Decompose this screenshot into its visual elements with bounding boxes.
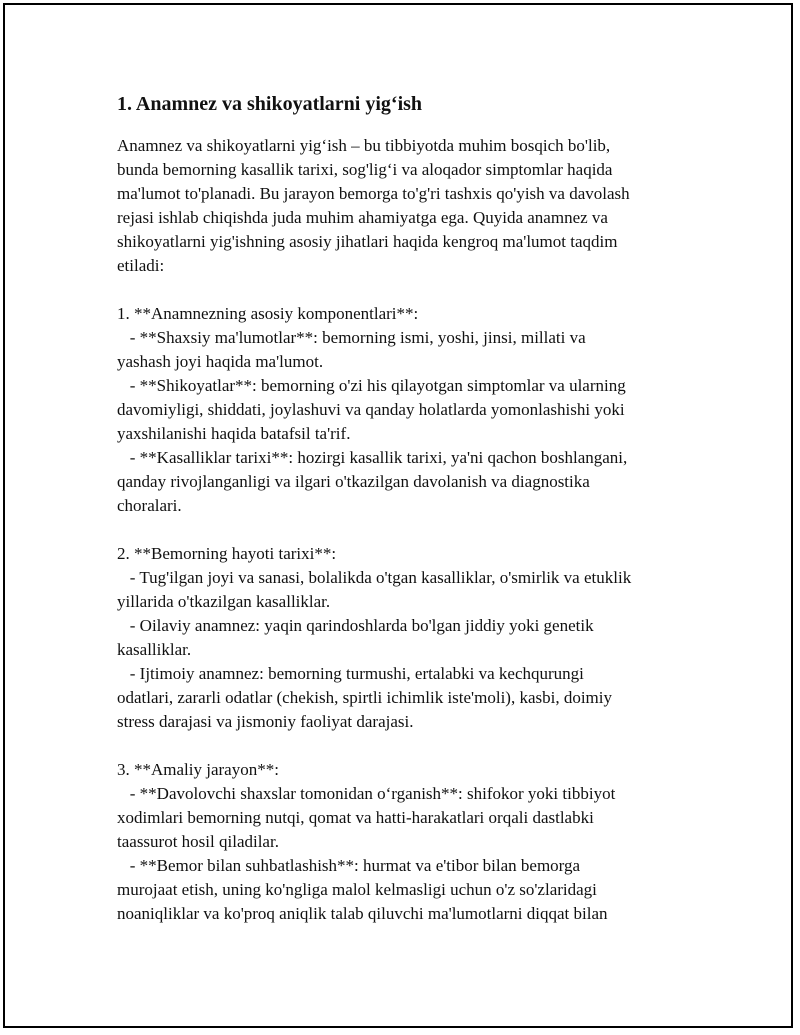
- text-line: ma'lumot to'planadi. Bu jarayon bemorga to'g'ri tashxis qo'yish va davolash: [117, 184, 630, 203]
- text-line: 3. **Amaliy jarayon**:: [117, 760, 279, 779]
- text-line: shikoyatlarni yig'ishning asosiy jihatlari haqida kengroq ma'lumot taqdim: [117, 232, 618, 251]
- blank-line: [117, 278, 687, 302]
- section-heading: 1. Anamnez va shikoyatlarni yig‘ish: [117, 93, 423, 115]
- text-line: rejasi ishlab chiqishda juda muhim ahamiyatga ega. Quyida anamnez va: [117, 208, 608, 227]
- text-line: - Ijtimoiy anamnez: bemorning turmushi, ertalabki va kechqurungi: [117, 664, 584, 683]
- text-line: noaniqliklar va ko'proq aniqlik talab qiluvchi ma'lumotlarni diqqat bilan: [117, 904, 608, 923]
- document-text: [117, 134, 687, 926]
- text-line: davomiyligi, shiddati, joylashuvi va qanday holatlarda yomonlashishi yoki: [117, 400, 625, 419]
- text-line: bunda bemorning kasallik tarixi, sog'lig‘i va aloqador simptomlar haqida: [117, 160, 613, 179]
- text-line: - **Shaxsiy ma'lumotlar**: bemorning ismi, yoshi, jinsi, millati va: [117, 328, 586, 347]
- text-line: stress darajasi va jismoniy faoliyat darajasi.: [117, 712, 414, 731]
- text-line: - Tug'ilgan joyi va sanasi, bolalikda o'tgan kasalliklar, o'smirlik va etuklik: [117, 568, 632, 587]
- text-line: - **Kasalliklar tarixi**: hozirgi kasallik tarixi, ya'ni qachon boshlangani,: [117, 448, 628, 467]
- text-line: yillarida o'tkazilgan kasalliklar.: [117, 592, 331, 611]
- text-line: - **Bemor bilan suhbatlashish**: hurmat va e'tibor bilan bemorga: [117, 856, 581, 875]
- text-line: xodimlari bemorning nutqi, qomat va hatti-harakatlari orqali dastlabki: [117, 808, 594, 827]
- text-line: qanday rivojlanganligi va ilgari o'tkazilgan davolanish va diagnostika: [117, 472, 590, 491]
- blank-line: [117, 734, 687, 758]
- text-line: - **Davolovchi shaxslar tomonidan o‘rganish**: shifokor yoki tibbiyot: [117, 784, 616, 803]
- text-line: 2. **Bemorning hayoti tarixi**:: [117, 544, 337, 563]
- text-line: yaxshilanishi haqida batafsil ta'rif.: [117, 424, 351, 443]
- text-line: 1. **Anamnezning asosiy komponentlari**:: [117, 304, 419, 323]
- text-line: Anamnez va shikoyatlarni yig‘ish – bu tibbiyotda muhim bosqich bo'lib,: [117, 136, 611, 155]
- text-line: kasalliklar.: [117, 640, 192, 659]
- document-body: [117, 90, 687, 926]
- text-line: choralari.: [117, 496, 182, 515]
- text-line: odatlari, zararli odatlar (chekish, spirtli ichimlik iste'moli), kasbi, doimiy: [117, 688, 613, 707]
- text-line: - **Shikoyatlar**: bemorning o'zi his qilayotgan simptomlar va ularning: [117, 376, 626, 395]
- text-line: - Oilaviy anamnez: yaqin qarindoshlarda bo'lgan jiddiy yoki genetik: [117, 616, 594, 635]
- text-line: murojaat etish, uning ko'ngliga malol kelmasligi uchun o'z so'zlaridagi: [117, 880, 597, 899]
- text-line: yashash joyi haqida ma'lumot.: [117, 352, 324, 371]
- text-line: taassurot hosil qiladilar.: [117, 832, 279, 851]
- blank-line: [117, 518, 687, 542]
- text-line: etiladi:: [117, 256, 165, 275]
